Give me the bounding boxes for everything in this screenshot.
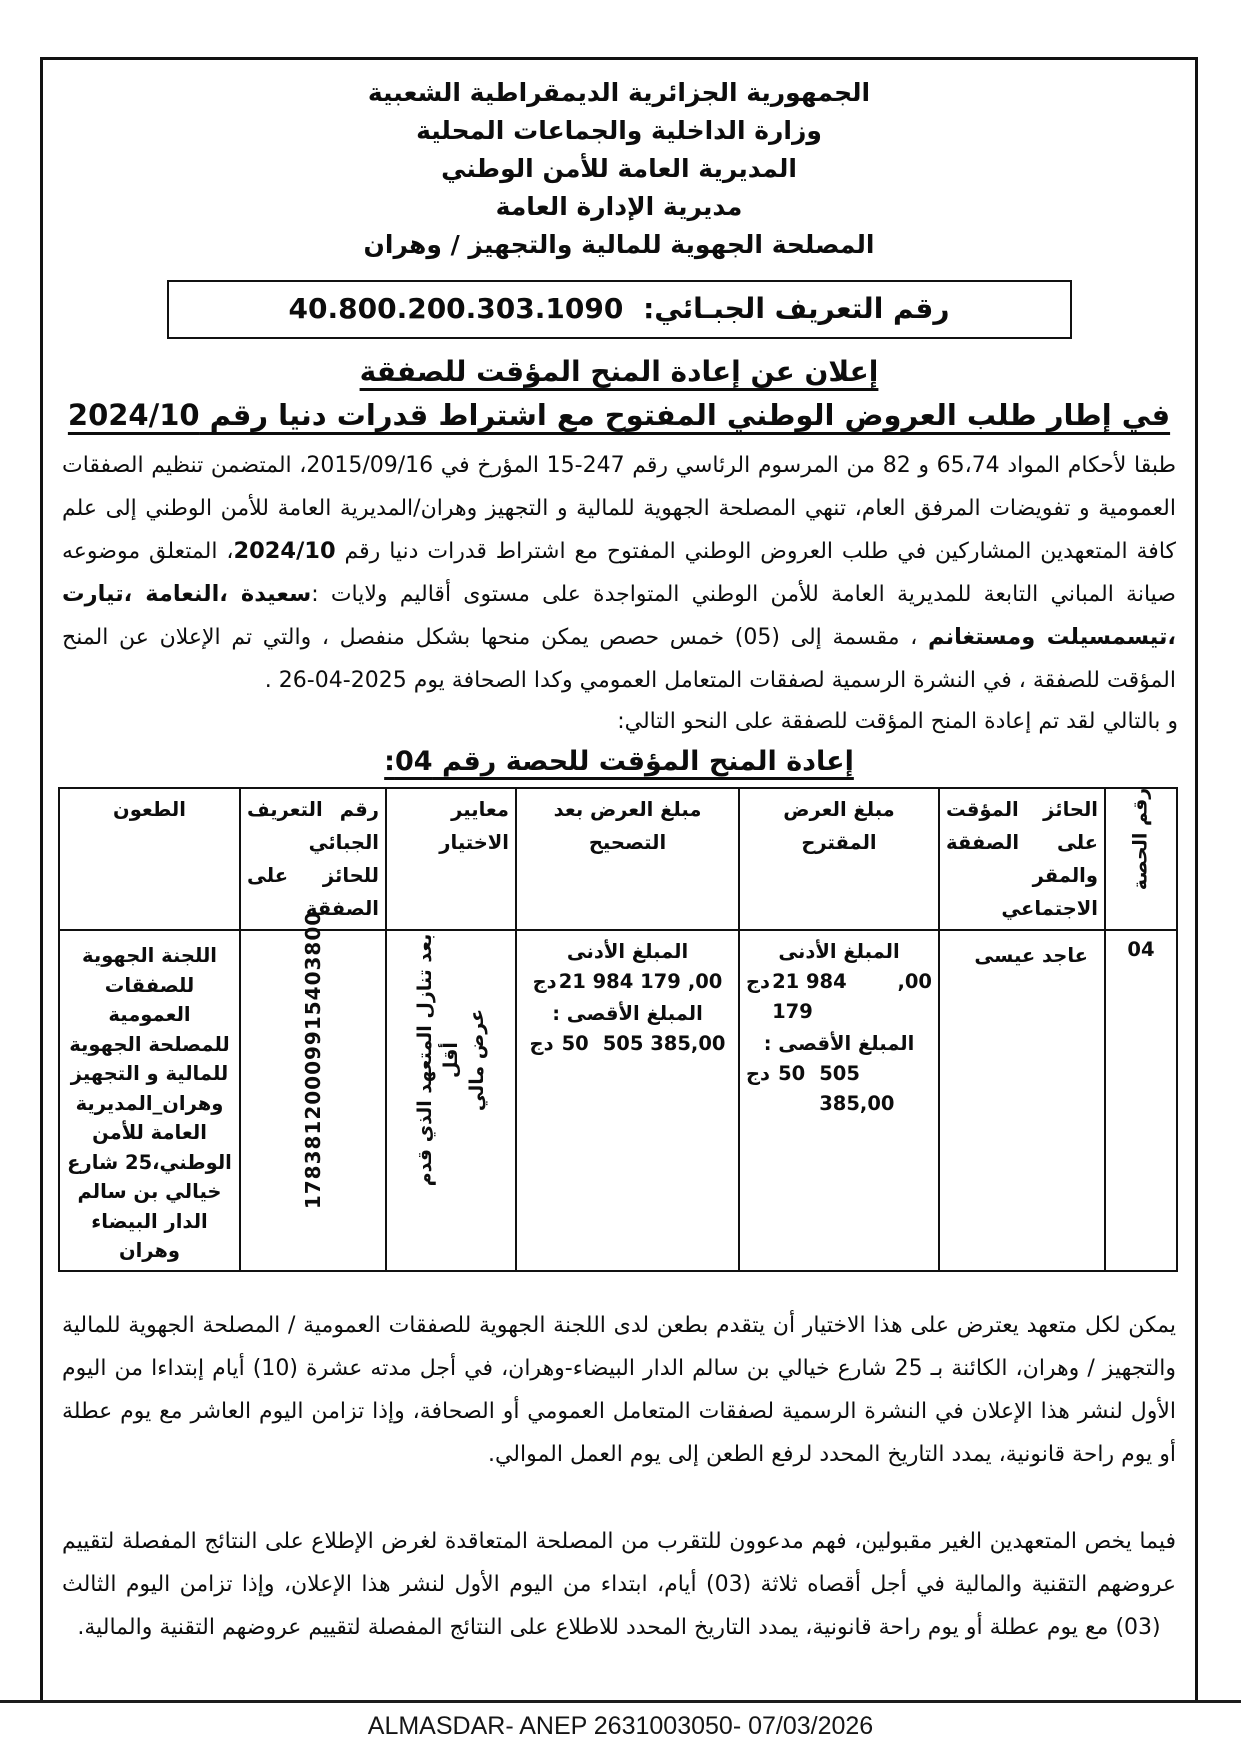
amount-digits: 50 [561, 1032, 589, 1055]
intro-segment-2: ، المتعلق موضوعه صيانة المباني التابعة للمديرية العامة للأمن الوطني المتواجدة على مستوى أقاليم ولايات : [62, 539, 1176, 607]
cell-holder-tax-id [240, 910, 386, 1271]
proposed-min-label: المبلغ الأدنى [778, 940, 900, 963]
header-lot-number [1105, 788, 1177, 930]
amount-digits: 505 385,00 [602, 1032, 726, 1055]
follow-up-line: و بالتالي لقد تم إعادة المنح المؤقت للصفقة على النحو التالي: [617, 709, 1178, 734]
tax-id-box [167, 280, 1072, 339]
tender-number-bold: 2024/10 [233, 538, 336, 564]
org-header-block [60, 74, 1178, 264]
footer-publication-reference: ALMASDAR- ANEP 2631003050- 07/03/2026 [367, 1712, 874, 1740]
award-table-header-row [59, 788, 1177, 930]
criteria-line-1: بعد تنازل المتعهد الذي قدم أقل [414, 933, 462, 1187]
amount-digits: 505 385,00 [819, 1062, 895, 1115]
corrected-max-label: المبلغ الأقصى : [552, 1002, 703, 1025]
cell-lot-number: 04 [1105, 930, 1177, 1271]
intro-paragraph [62, 444, 1176, 702]
header-temporary-holder: الحائز المؤقت على الصفقة والمقر الاجتماعي [939, 788, 1105, 930]
currency-dzd: دج [746, 1062, 771, 1085]
proposed-min-amount [746, 967, 932, 1027]
cell-holder-name [939, 930, 1105, 1271]
holder-name-text: عاجد عيسى [974, 944, 1088, 967]
amount-digits: 21 984 179 [558, 970, 681, 993]
currency-dzd: دج [529, 1032, 554, 1055]
cell-corrected-amount [516, 930, 739, 1271]
org-header-line-regional-service: المصلحة الجهوية للمالية والتجهيز / وهران [363, 230, 875, 259]
cell-proposed-amount [739, 930, 939, 1271]
proposed-max-amount [746, 1059, 932, 1119]
org-header-line-ministry: وزارة الداخلية والجماعات المحلية [416, 116, 822, 145]
header-proposed-amount: مبلغ العرض المقترح [739, 788, 939, 930]
cell-selection-criteria [386, 930, 516, 1271]
document-border-frame [40, 57, 1198, 1700]
announcement-title: إعلان عن إعادة المنح المؤقت للصفقة [359, 355, 879, 388]
holder-tax-id-vertical-number: 17838120009915403800 [301, 910, 325, 1210]
tax-id-label: رقم التعريف الجبـائي: [643, 292, 950, 325]
tender-reference-title: في إطار طلب العروض الوطني المفتوح مع اشتراط قدرات دنيا رقم 2024/10 [67, 398, 1171, 432]
appeals-committee-address: اللجنة الجهوية للصفقات العمومية للمصلحة الجهوية للمالية و التجهيز وهران_المديرية العامة للأمن الوطني،25 شارع خيالي بن سالم الدار البيضاء وهران [67, 944, 232, 1262]
intro-segment-3: ، مقسمة إلى (05) خمس حصص يمكن منحها بشكل منفصل ، والتي تم الإعلان عن المنح المؤقت للصفقة ، في النشرة الرسمية لصفقات المتعامل العمومي وكدا الصحافة يوم 2025-04-26 . [62, 625, 1176, 693]
tax-id-value: 40.800.200.303.1090 [288, 292, 624, 325]
amount-digits: 50 [778, 1062, 806, 1085]
cell-appeals [59, 930, 240, 1271]
org-header-line-republic: الجمهورية الجزائرية الديمقراطية الشعبية [367, 78, 871, 107]
corrected-min-label: المبلغ الأدنى [566, 940, 689, 963]
corrected-min-amount [523, 967, 732, 997]
amount-decimals: ,00 [897, 970, 932, 993]
intro-segment-1: طبقا لأحكام المواد 65،74 و 82 من المرسوم الرئاسي رقم 247-15 المؤرخ في 2015/09/16، المتضمن تنظيم الصفقات العمومية و تفويضات المرفق العام، تنهي المصلحة الجهوية للمالية و التجهيز وهران/المديرية العامة للأمن الوطني إلى علم كافة المتعهدين المشاركين في طلب العروض الوطني المفتوح مع اشتراط قدرات دنيا رقم [62, 453, 1176, 564]
currency-dzd: دج [532, 970, 557, 993]
org-header-line-dgsn: المديرية العامة للأمن الوطني [441, 154, 797, 183]
award-table [58, 787, 1178, 1272]
criteria-line-2: عرض مالي [466, 1008, 488, 1112]
lot-section-title: إعادة المنح المؤقت للحصة رقم 04: [384, 746, 854, 777]
results-consultation-paragraph: فيما يخص المتعهدين الغير مقبولين، فهم مدعوون للتقرب من المصلحة المتعاقدة لغرض الإطلاع على النتائج المفصلة لتقييم عروضهم التقنية والمالية في أجل أقصاه ثلاثة (03) أيام، ابتداء من اليوم الأول لنشر هذا الإعلان، وإذا تزامن اليوم الثالث (03) مع يوم عطلة أو يوم راحة قانونية، يمدد التاريخ المحدد للاطلاع على النتائج المفصلة لتقييم عروضهم التقنية والمالية. [62, 1528, 1177, 1640]
wilayas-list-bold: سعيدة ،النعامة ،تيارت ،تيسمسيلت ومستغانم [62, 581, 1176, 650]
currency-dzd: دج [746, 970, 771, 993]
header-appeals: الطعون [59, 788, 240, 930]
org-header-line-administration: مديرية الإدارة العامة [495, 192, 743, 221]
appeal-procedure-paragraph: يمكن لكل متعهد يعترض على هذا الاختيار أن يتقدم بطعن لدى اللجنة الجهوية للصفقات العمومية / المصلحة الجهوية للمالية والتجهيز / وهران، الكائنة بـ 25 شارع خيالي بن سالم الدار البيضاء-وهران، في أجل مدته عشرة (10) أيام إبتداءا من اليوم الأول لنشر هذا الإعلان في النشرة الرسمية لصفقات المتعامل العمومي أو الصحافة، وإذا تزامن اليوم العاشر مع يوم عطلة أو يوم راحة قانونية، يمدد التاريخ المحدد لرفع الطعن إلى يوم العمل الموالي. [62, 1312, 1177, 1467]
header-selection-criteria: معايير الاختيار [386, 788, 516, 930]
footer-divider-line [0, 1700, 1241, 1703]
amount-digits: 21 984 179 [772, 970, 847, 1023]
header-holder-tax-id: رقم التعريف الجبائي للحائز على الصفقة [240, 788, 386, 930]
criteria-vertical-text [412, 924, 490, 1196]
proposed-max-label: المبلغ الأقصى : [763, 1032, 915, 1055]
amount-decimals: ,00 [687, 970, 723, 993]
corrected-max-amount [523, 1029, 732, 1059]
award-table-data-row [59, 930, 1177, 1271]
header-corrected-amount: مبلغ العرض بعد التصحيح [516, 788, 739, 930]
lot-number-vertical-label: رقم الحصة [1129, 787, 1152, 891]
